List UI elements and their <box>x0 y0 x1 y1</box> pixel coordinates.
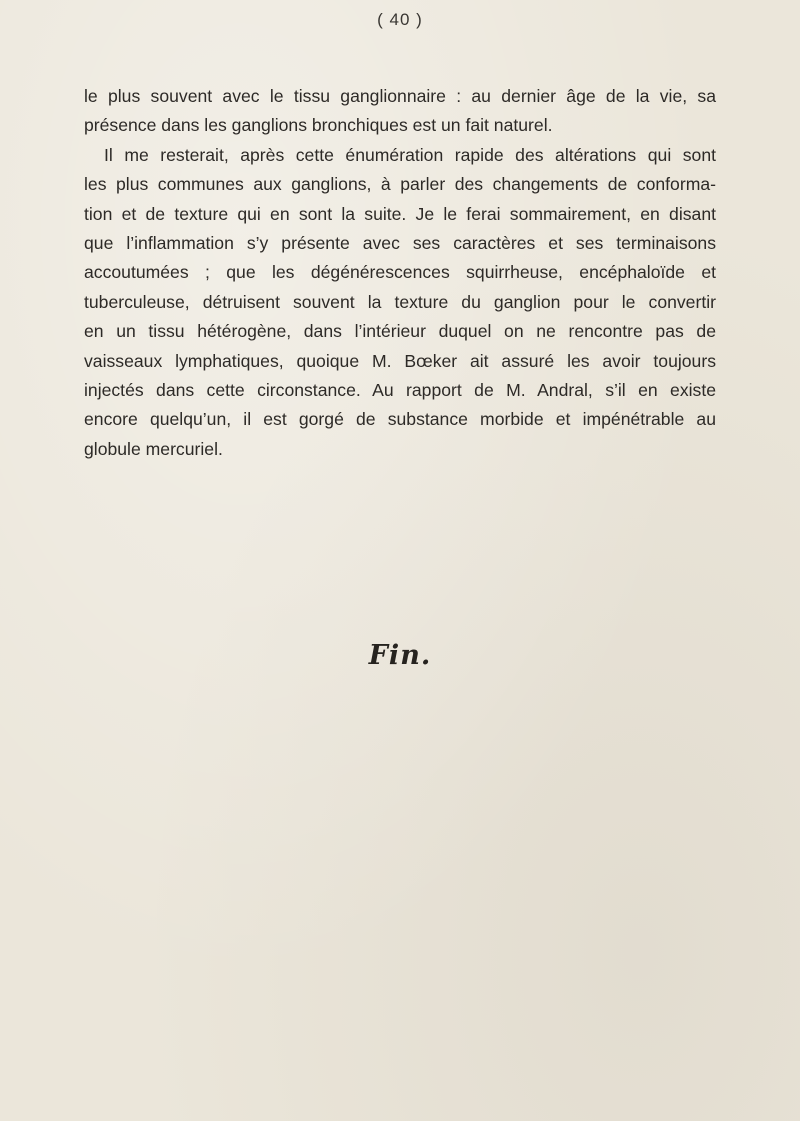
text-line: globule mercuriel. <box>84 438 223 459</box>
fin-heading: Fin. <box>368 640 432 671</box>
text-line: vaisseaux lymphatiques, quoique M. Bœker ait assuré les avoir toujours <box>84 350 716 371</box>
text-line: accoutumées ; que les dégénérescences squirrheuse, encéphaloïde et <box>84 262 716 283</box>
page-number: ( 40 ) <box>377 10 423 29</box>
text-line: encore quelqu’un, il est gorgé de substance morbide et impénétrable au <box>84 409 716 430</box>
text-line: les plus communes aux ganglions, à parler des changements de conforma- <box>84 174 716 195</box>
body-text <box>84 82 716 464</box>
text-line: Il me resterait, après cette énumération rapide des altérations qui sont <box>104 144 716 165</box>
text-line: tuberculeuse, détruisent souvent la texture du ganglion pour le convertir <box>84 291 716 312</box>
text-line: tion et de texture qui en sont la suite. Je le ferai sommairement, en disant <box>84 203 716 224</box>
text-line: le plus souvent avec le tissu ganglionnaire : au dernier âge de la vie, sa <box>84 86 716 106</box>
text-line: en un tissu hétérogène, dans l’intérieur duquel on ne rencontre pas de <box>84 321 716 342</box>
text-line: injectés dans cette circonstance. Au rapport de M. Andral, s’il en existe <box>84 380 716 401</box>
text-line: présence dans les ganglions bronchiques est un fait naturel. <box>84 115 553 136</box>
text-line: que l’inflammation s’y présente avec ses caractères et ses terminaisons <box>84 233 716 254</box>
